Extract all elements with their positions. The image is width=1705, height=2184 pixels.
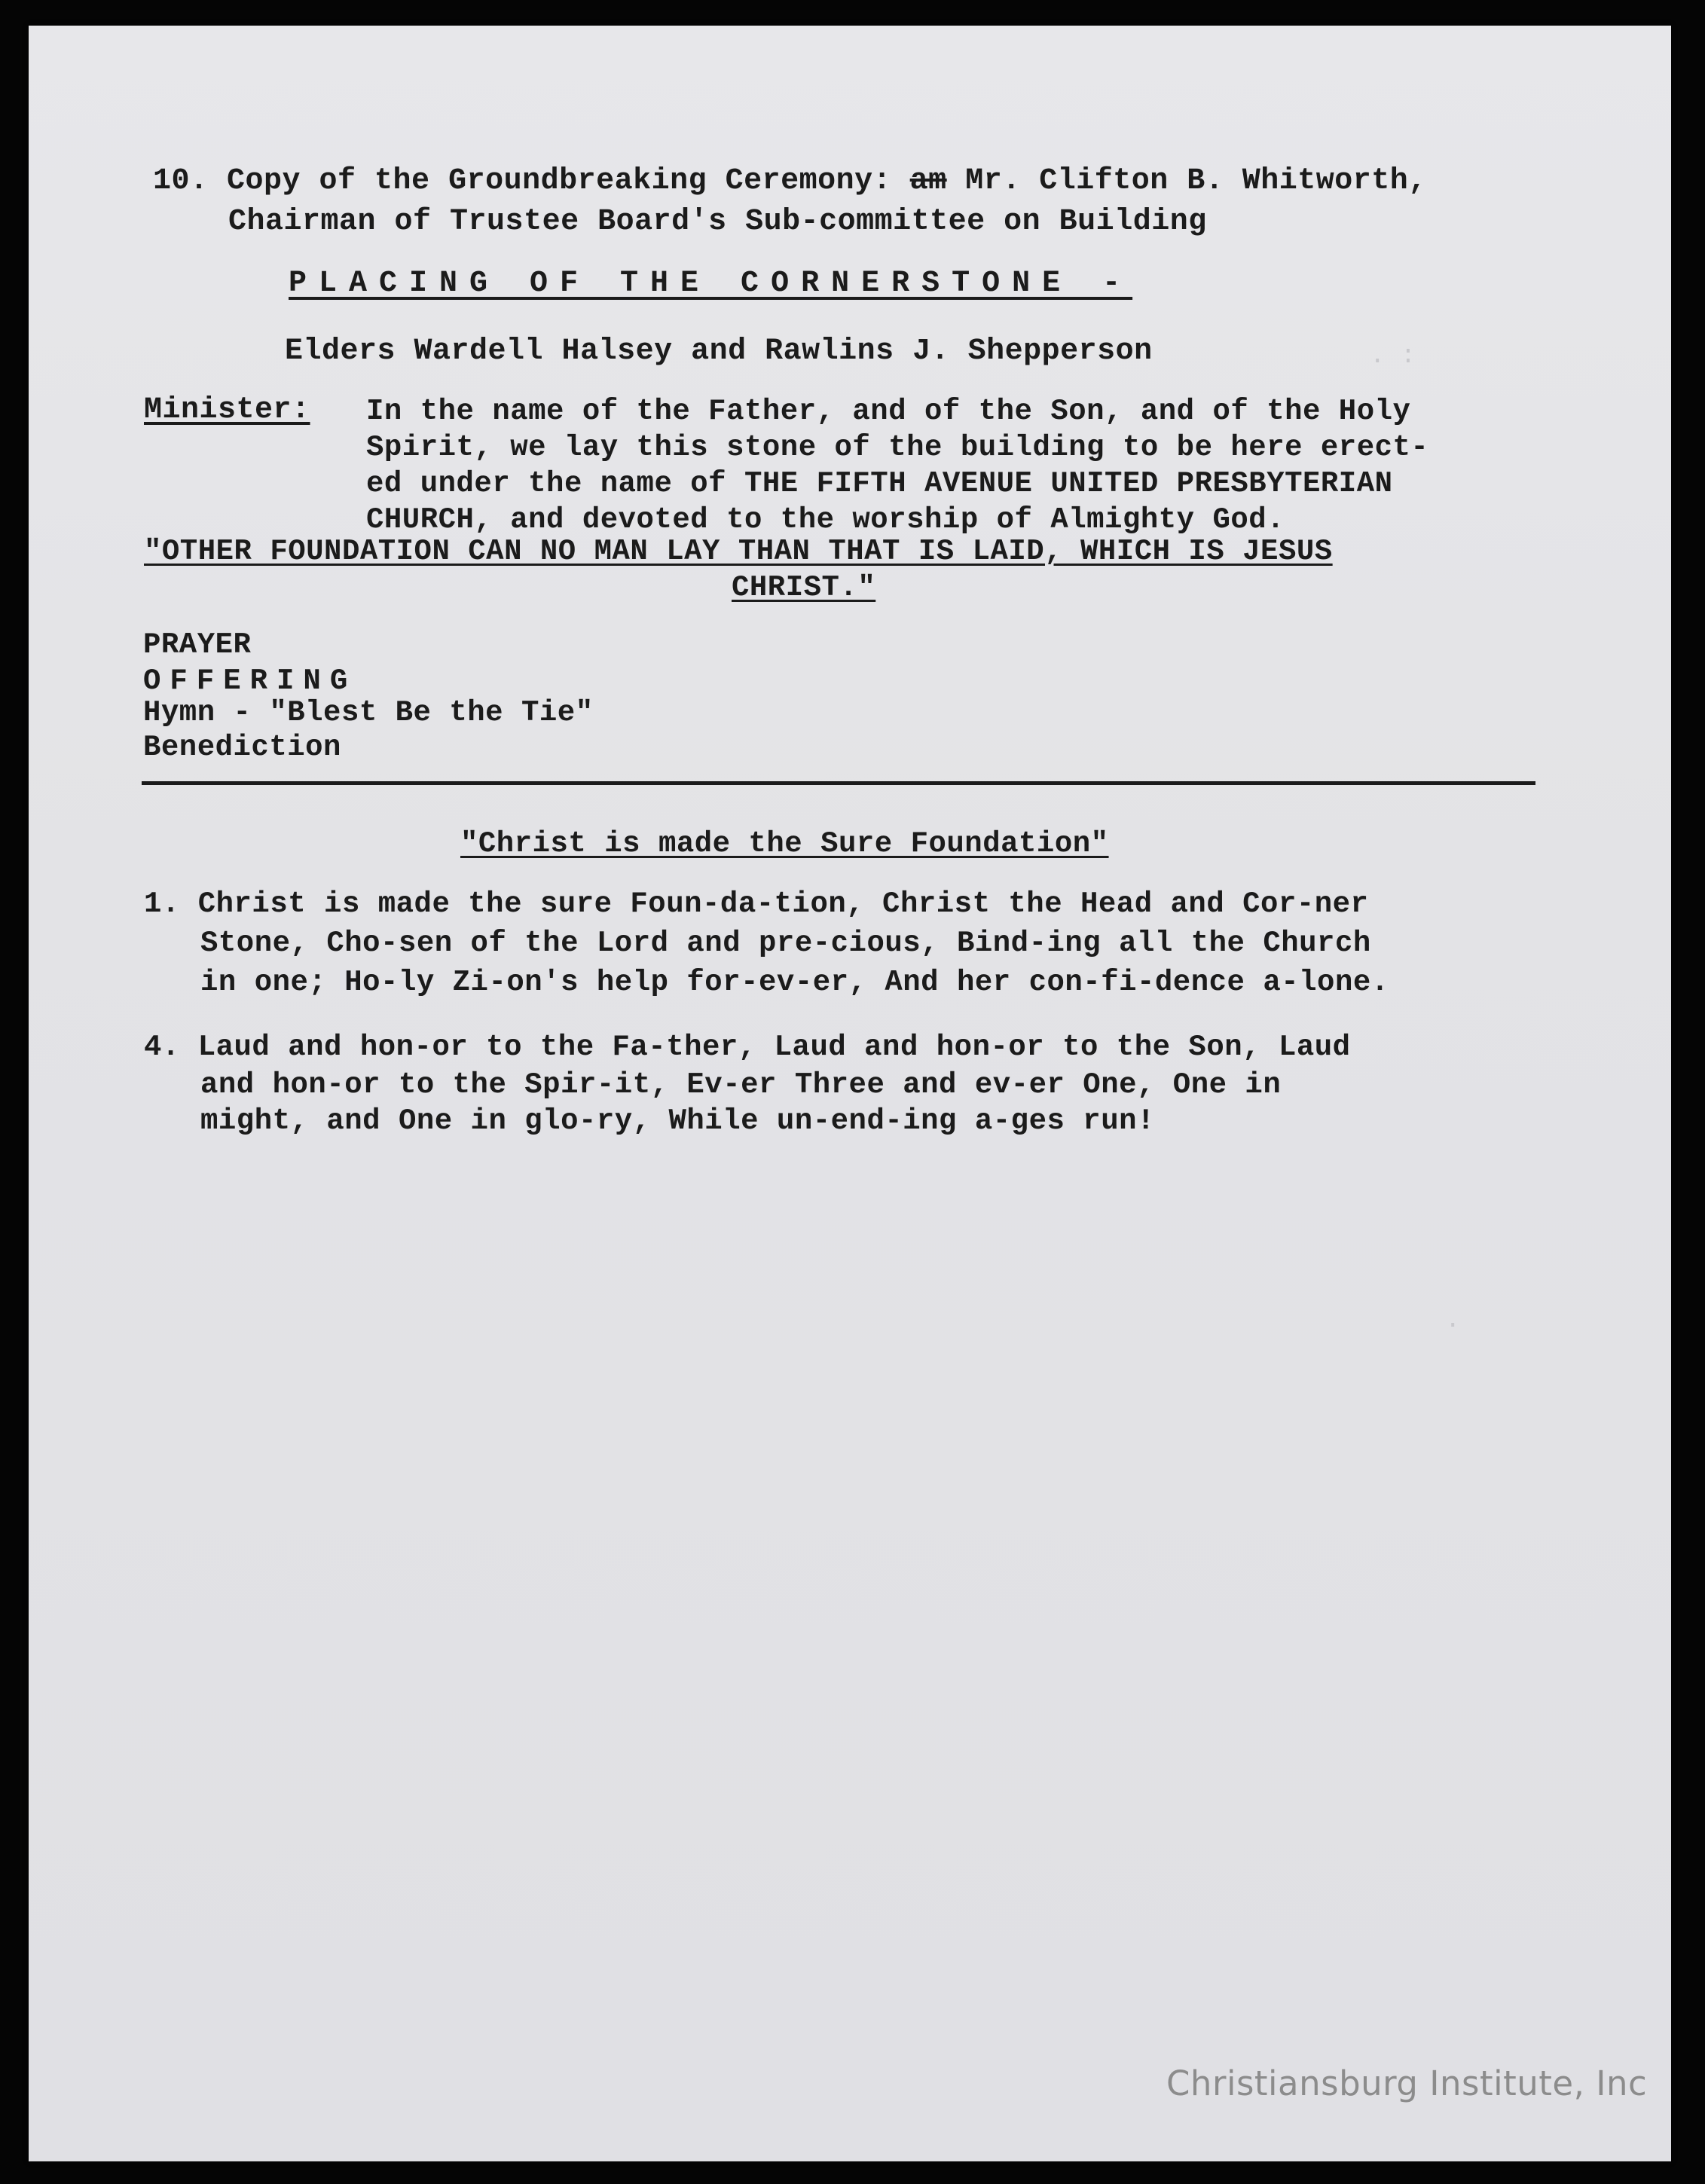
verse-1-line: Stone, Cho-sen of the Lord and pre-cious, Bind-ing all the Church: [200, 927, 1371, 960]
minister-line: Spirit, we lay this stone of the building to be here erect-: [366, 431, 1429, 464]
verse-4-line: and hon-or to the Spir-it, Ev-er Three and ev-er One, One in: [200, 1068, 1282, 1101]
section-divider: [142, 781, 1535, 785]
minister-line: ed under the name of THE FIFTH AVENUE UNITED PRESBYTERIAN: [366, 467, 1393, 500]
item-10-line-2: Chairman of Trustee Board's Sub-committee on Building: [228, 205, 1207, 239]
order-hymn: Hymn - "Blest Be the Tie": [143, 696, 594, 729]
order-offering: OFFERING: [143, 664, 357, 698]
document-title: PLACING OF THE CORNERSTONE -: [289, 267, 1133, 301]
scripture-quote: "OTHER FOUNDATION CAN NO MAN LAY THAN THAT IS LAID, WHICH IS JESUS: [144, 535, 1333, 568]
struck-text: am: [909, 164, 947, 198]
minister-label: Minister:: [144, 393, 310, 427]
document-page: [29, 26, 1671, 2161]
item-10-line-1: [153, 164, 1427, 198]
order-prayer: PRAYER: [143, 628, 252, 661]
minister-line: In the name of the Father, and of the Son, and of the Holy: [366, 395, 1411, 428]
hymn-title: "Christ is made the Sure Foundation": [460, 827, 1109, 860]
minister-line: CHURCH, and devoted to the worship of Almighty God.: [366, 503, 1285, 536]
archive-watermark: Christiansburg Institute, Inc: [1166, 2063, 1648, 2103]
elders-line: Elders Wardell Halsey and Rawlins J. Shepperson: [285, 334, 1153, 368]
verse-1-line: 1. Christ is made the sure Foun-da-tion, Christ the Head and Cor-ner: [144, 887, 1369, 921]
show-through-marks: .: [1445, 1306, 1461, 1335]
item-10-text: 10. Copy of the Groundbreaking Ceremony:: [153, 164, 892, 198]
show-through-marks: . :: [1370, 342, 1416, 371]
scripture-quote-end: CHRIST.": [732, 571, 876, 604]
order-benediction: Benediction: [143, 731, 341, 764]
verse-4-line: 4. Laud and hon-or to the Fa-ther, Laud and hon-or to the Son, Laud: [144, 1031, 1351, 1064]
item-10-name: Mr. Clifton B. Whitworth,: [965, 164, 1427, 198]
verse-4-line: might, and One in glo-ry, While un-end-ing a-ges run!: [200, 1104, 1155, 1138]
verse-1-line: in one; Ho-ly Zi-on's help for-ev-er, And her con-fi-dence a-lone.: [200, 966, 1389, 999]
